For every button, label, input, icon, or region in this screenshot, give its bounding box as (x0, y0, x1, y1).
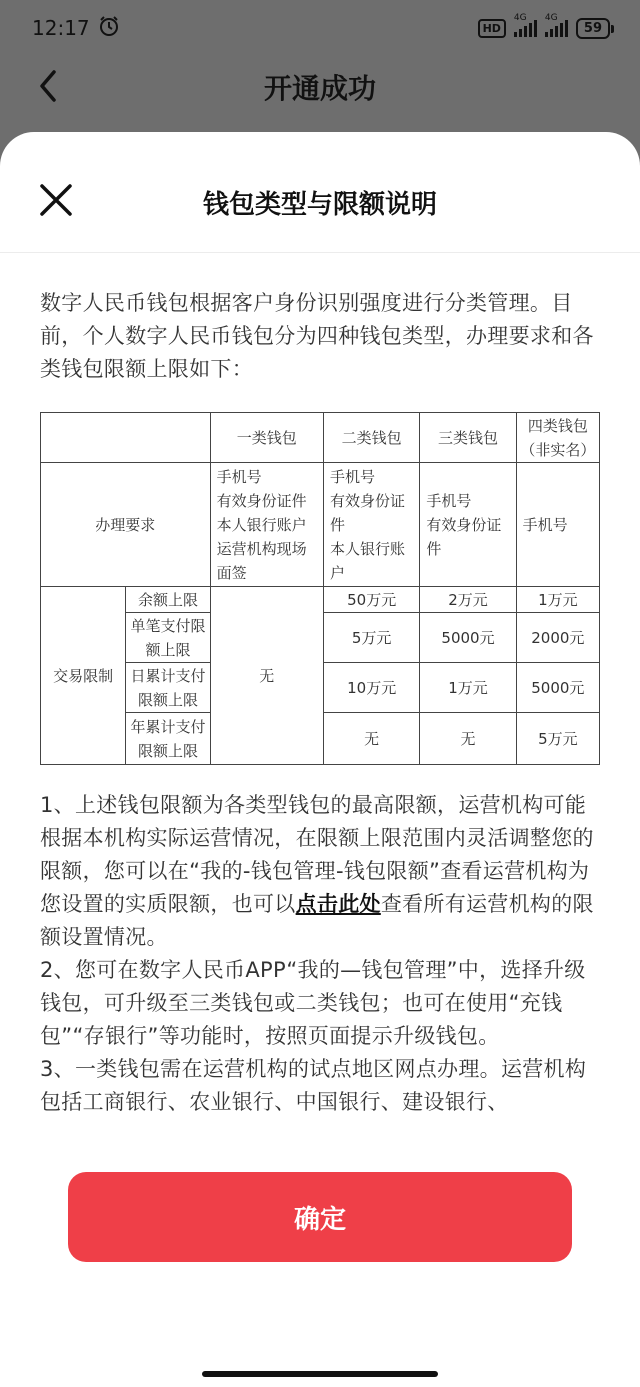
header-type2: 二类钱包 (323, 413, 419, 463)
sheet-content (40, 287, 604, 1119)
req-type3: 手机号 有效身份证件 (420, 463, 516, 587)
note-2: 2、您可在数字人民币APP“我的—钱包管理”中，选择升级钱包，可升级至三类钱包或二类钱包；也可在使用“充钱包”“存银行”等功能时，按照页面提示升级钱包。 (40, 958, 586, 1048)
header-type4: 四类钱包（非实名） (516, 413, 599, 463)
table-cell: 10万元 (323, 663, 419, 713)
click-here-link[interactable]: 点击此处 (295, 892, 381, 916)
table-cell: 2万元 (420, 587, 516, 613)
signal-icon: 4G (514, 19, 537, 37)
limit-label: 交易限制 (41, 587, 126, 765)
req-type4: 手机号 (516, 463, 599, 587)
table-cell: 5000元 (420, 613, 516, 663)
req-label: 办理要求 (41, 463, 211, 587)
signal-icon-2: 4G (545, 19, 568, 37)
type1-limit: 无 (210, 587, 323, 765)
table-cell: 5000元 (516, 663, 599, 713)
notes (40, 789, 604, 1119)
table-cell: 1万元 (516, 587, 599, 613)
header-type1: 一类钱包 (210, 413, 323, 463)
row-label: 年累计支付限额上限 (126, 713, 210, 765)
row-label: 单笔支付限额上限 (126, 613, 210, 663)
home-indicator[interactable] (202, 1371, 438, 1377)
battery-icon: 59 (576, 18, 610, 39)
req-type1: 手机号 有效身份证件 本人银行账户 运营机构现场面签 (210, 463, 323, 587)
table-cell: 无 (323, 713, 419, 765)
intro-text: 数字人民币钱包根据客户身份识别强度进行分类管理。目前，个人数字人民币钱包分为四种钱包类型，办理要求和各类钱包限额上限如下： (40, 291, 594, 381)
table-cell: 2000元 (516, 613, 599, 663)
status-bar (0, 0, 640, 56)
header-type3: 三类钱包 (420, 413, 516, 463)
note-3: 3、一类钱包需在运营机构的试点地区网点办理。运营机构包括工商银行、农业银行、中国银行、建设银行、 (40, 1057, 587, 1114)
table-cell: 1万元 (420, 663, 516, 713)
req-type2: 手机号 有效身份证件 本人银行账户 (323, 463, 419, 587)
table-cell: 5万元 (323, 613, 419, 663)
navbar (0, 56, 640, 116)
table-cell: 50万元 (323, 587, 419, 613)
wallet-limits-table (40, 412, 600, 765)
row-label: 日累计支付限额上限 (126, 663, 210, 713)
alarm-icon (98, 15, 120, 42)
table-corner (41, 413, 211, 463)
row-label: 余额上限 (126, 587, 210, 613)
sheet-title: 钱包类型与限额说明 (202, 190, 437, 220)
page-title: 开通成功 (263, 72, 376, 105)
note-1: 1、上述钱包限额为各类型钱包的最高限额，运营机构可能根据本机构实际运营情况，在限额上限范围内灵活调整您的限额，您可以在“我的-钱包管理-钱包限额”查看运营机构为您设置的实质限额，也可以点击此处查看所有运营机构的限额设置情况。 (40, 793, 594, 949)
status-time: 12:17 (32, 16, 90, 40)
hd-badge: HD (478, 19, 506, 38)
table-cell: 无 (420, 713, 516, 765)
sheet-header (0, 132, 640, 253)
confirm-button[interactable]: 确定 (68, 1172, 572, 1262)
table-cell: 5万元 (516, 713, 599, 765)
